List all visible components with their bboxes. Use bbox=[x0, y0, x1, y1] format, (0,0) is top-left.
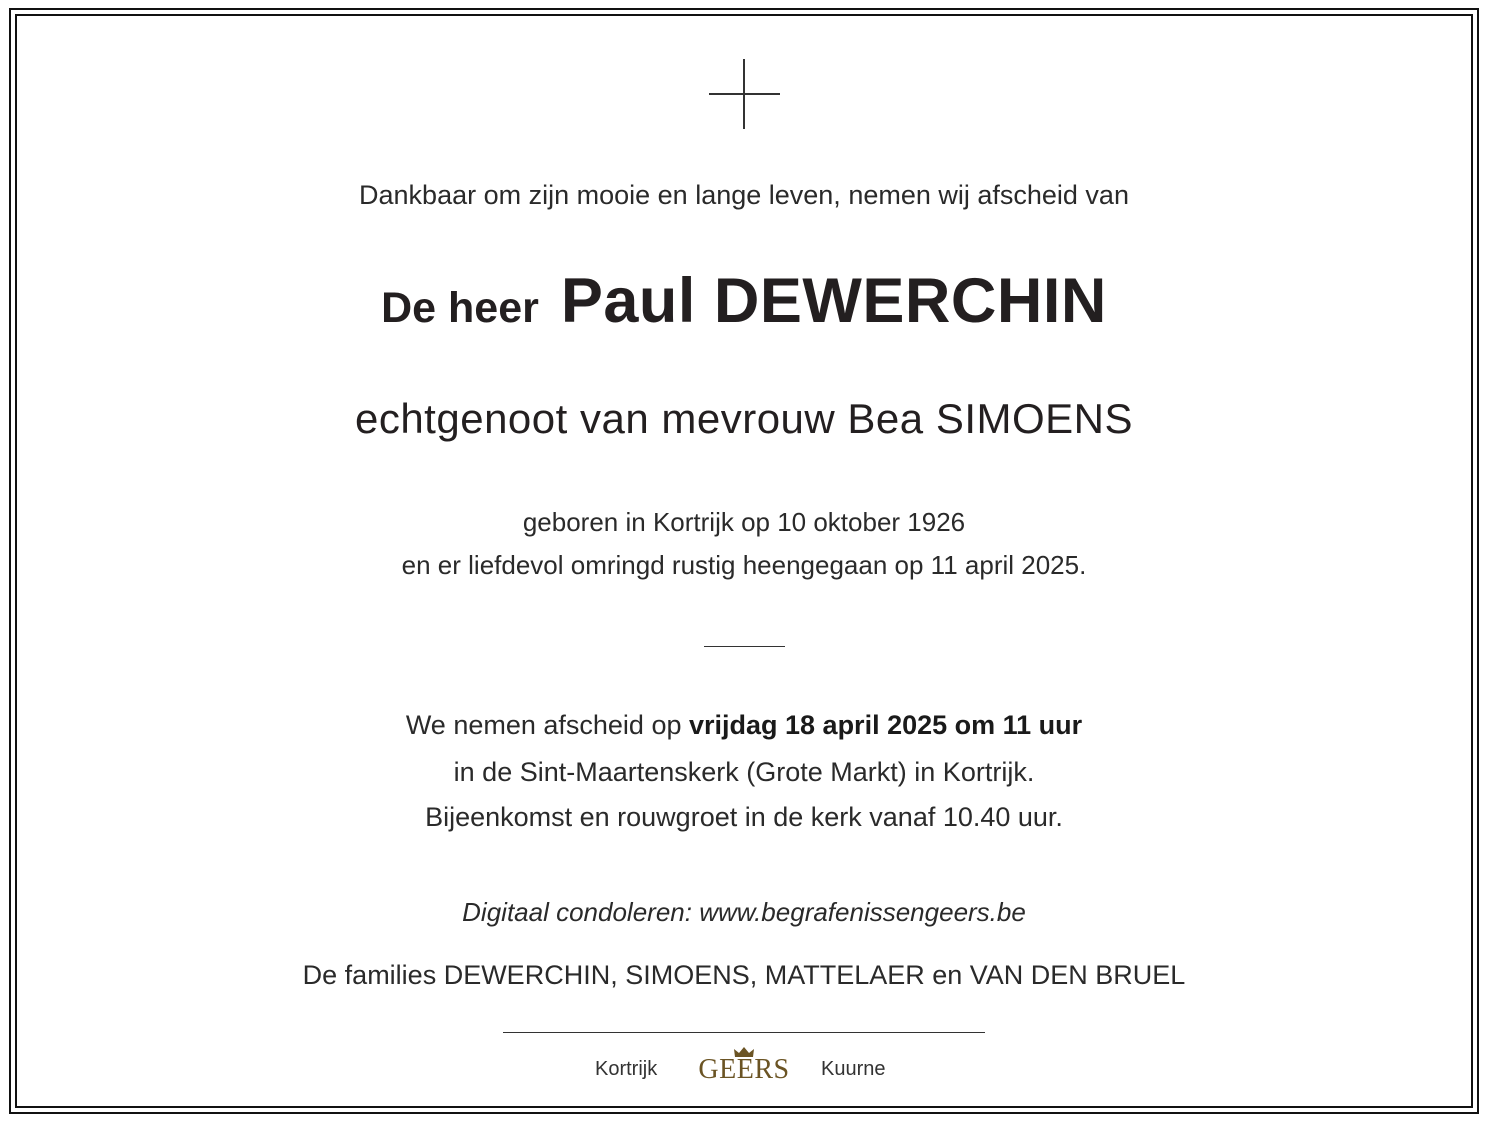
deceased-name-line bbox=[0, 265, 1488, 337]
cross-horizontal-bar bbox=[709, 93, 780, 95]
geers-logo bbox=[694, 1046, 794, 1085]
spouse-line: echtgenoot van mevrouw Bea SIMOENS bbox=[354, 395, 1134, 442]
service-date-time: vrijdag 18 april 2025 om 11 uur bbox=[688, 710, 1083, 740]
passed-line: en er liefdevol omringd rustig heengegaan op 11 april 2025. bbox=[401, 550, 1087, 580]
logo-text: GEERS bbox=[698, 1054, 790, 1085]
deceased-name: Paul DEWERCHIN bbox=[560, 266, 1107, 336]
families-line: De families DEWERCHIN, SIMOENS, MATTELAER en VAN DEN BRUEL bbox=[302, 960, 1186, 990]
born-line: geboren in Kortrijk op 10 oktober 1926 bbox=[522, 507, 966, 537]
footer-location-right: Kuurne bbox=[821, 1058, 886, 1080]
intro-text: Dankbaar om zijn mooie en lange leven, nemen wij afscheid van bbox=[359, 180, 1129, 210]
footer-divider bbox=[503, 1032, 985, 1033]
service-date-line bbox=[0, 710, 1488, 741]
name-prefix: De heer bbox=[381, 284, 539, 332]
section-divider bbox=[704, 646, 785, 647]
service-location-line: in de Sint-Maartenskerk (Grote Markt) in Kortrijk. bbox=[453, 757, 1035, 787]
footer-location-left: Kortrijk bbox=[595, 1058, 658, 1080]
service-gathering-line: Bijeenkomst en rouwgroet in de kerk vanaf 10.40 uur. bbox=[425, 802, 1063, 832]
condolence-link[interactable]: Digitaal condoleren: www.begrafenissengeers.be bbox=[462, 897, 1026, 927]
service-lead-text: We nemen afscheid op bbox=[405, 710, 689, 740]
